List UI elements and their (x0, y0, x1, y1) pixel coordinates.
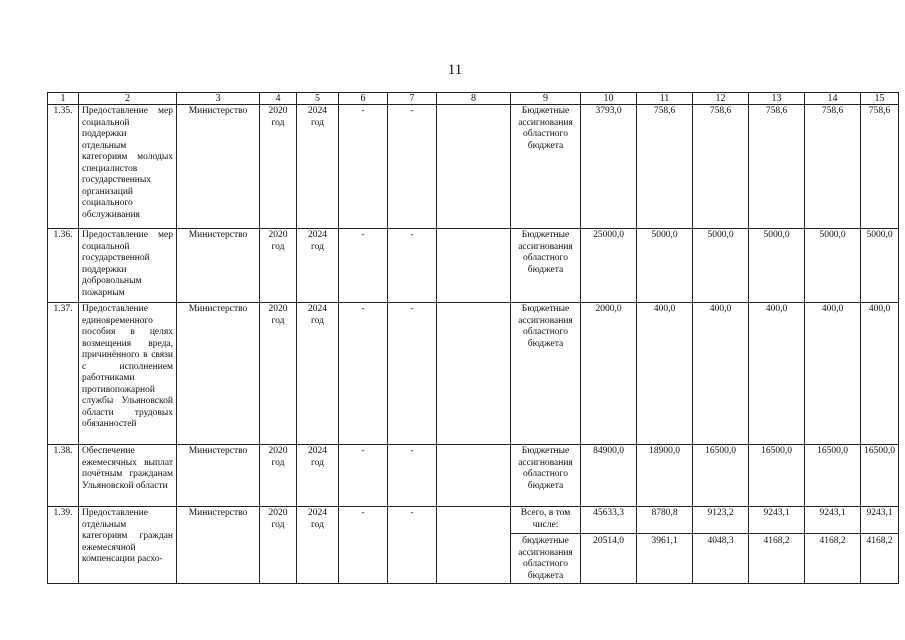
sub-value: 4168,2 (805, 533, 860, 548)
col-8-cell (437, 303, 511, 445)
end-year (297, 229, 339, 303)
start-year (260, 445, 297, 507)
funding-source (511, 507, 581, 584)
year-unit: год (271, 241, 285, 252)
value-cell: 400,0 (861, 303, 899, 445)
responsible-agency: Министерство (177, 105, 260, 229)
value-cell: 5000,0 (637, 229, 693, 303)
value-cell: 3793,0 (581, 105, 637, 229)
sub-value: 4168,2 (749, 533, 804, 548)
value-cell: 5000,0 (749, 229, 805, 303)
sub-value: 4168,2 (861, 533, 898, 548)
year-value: 2024 (308, 230, 327, 240)
measure-name: Предоставление отдельным категориям граждан ежемесячной компенсации расхо- (79, 507, 177, 584)
col-8-cell (437, 229, 511, 303)
column-header-row (48, 93, 899, 105)
col-7-cell: - (388, 105, 437, 229)
col-header: 10 (581, 93, 637, 105)
year-value: 2024 (308, 106, 327, 116)
total-value: 9123,2 (707, 508, 734, 518)
value-cell: 758,6 (693, 105, 749, 229)
measure-name: Обеспечение ежемесячных выплат почётным гражданам Ульяновской области (79, 445, 177, 507)
table-row (48, 445, 899, 507)
end-year (297, 303, 339, 445)
row-number: 1.38. (48, 445, 79, 507)
value-cell (693, 507, 749, 584)
total-value: 9243,1 (819, 508, 846, 518)
total-value: 8780,8 (651, 508, 678, 518)
year-unit: год (271, 117, 285, 128)
responsible-agency: Министерство (177, 303, 260, 445)
responsible-agency: Министерство (177, 445, 260, 507)
responsible-agency: Министерство (177, 507, 260, 584)
end-year (297, 445, 339, 507)
budget-table (47, 92, 899, 584)
table-row (48, 105, 899, 229)
value-cell: 16500,0 (693, 445, 749, 507)
year-value: 2024 (308, 304, 327, 314)
value-cell: 2000,0 (581, 303, 637, 445)
col-header: 5 (297, 93, 339, 105)
row-number: 1.39. (48, 507, 79, 584)
measure-name: Предоставление единовременного пособия в целях возмещения вреда, причинённого в связи с исполнением работниками противопожарной службы Ульяновской области трудовых обязанностей (79, 303, 177, 445)
col-header: 9 (511, 93, 581, 105)
funding-total-label: Всего, в том числе: (520, 508, 571, 530)
col-6-cell: - (339, 303, 388, 445)
value-cell: 400,0 (637, 303, 693, 445)
year-unit: год (271, 457, 285, 468)
total-value: 9243,1 (866, 508, 893, 518)
sub-value: 3961,1 (637, 533, 692, 548)
col-header: 6 (339, 93, 388, 105)
value-cell: 5000,0 (693, 229, 749, 303)
table-row (48, 507, 899, 584)
end-year (297, 105, 339, 229)
col-header: 12 (693, 93, 749, 105)
year-unit: год (271, 519, 285, 530)
value-cell: 25000,0 (581, 229, 637, 303)
value-cell: 400,0 (693, 303, 749, 445)
funding-source: Бюджетные ассигнования областного бюджета (511, 303, 581, 445)
year-unit: год (311, 457, 324, 468)
col-header: 15 (861, 93, 899, 105)
col-8-cell (437, 507, 511, 584)
year-unit: год (311, 117, 324, 128)
year-unit: год (271, 315, 285, 326)
start-year (260, 507, 297, 584)
col-header: 1 (48, 93, 79, 105)
value-cell: 18900,0 (637, 445, 693, 507)
col-8-cell (437, 105, 511, 229)
year-unit: год (311, 241, 324, 252)
responsible-agency: Министерство (177, 229, 260, 303)
col-header: 14 (805, 93, 861, 105)
col-7-cell: - (388, 445, 437, 507)
col-8-cell (437, 445, 511, 507)
value-cell (581, 507, 637, 584)
year-value: 2020 (268, 304, 288, 314)
year-value: 2020 (268, 230, 288, 240)
measure-name: Предоставление мер социальной государственной поддержки добровольным пожарным (79, 229, 177, 303)
value-cell (637, 507, 693, 584)
col-6-cell: - (339, 507, 388, 584)
year-unit: год (311, 315, 324, 326)
funding-source: Бюджетные ассигнования областного бюджета (511, 445, 581, 507)
total-value: 9243,1 (763, 508, 790, 518)
measure-name: Предоставление мер социальной поддержки отдельным категориям молодых специалистов государственных организаций социального обслуживания (79, 105, 177, 229)
col-7-cell: - (388, 507, 437, 584)
value-cell: 758,6 (805, 105, 861, 229)
value-cell: 16500,0 (805, 445, 861, 507)
value-cell: 758,6 (861, 105, 899, 229)
value-cell: 400,0 (805, 303, 861, 445)
col-header: 2 (79, 93, 177, 105)
year-unit: год (311, 519, 324, 530)
value-cell (805, 507, 861, 584)
year-value: 2024 (308, 446, 327, 456)
table-row (48, 229, 899, 303)
col-header: 3 (177, 93, 260, 105)
row-number: 1.37. (48, 303, 79, 445)
value-cell (749, 507, 805, 584)
col-header: 7 (388, 93, 437, 105)
value-cell: 400,0 (749, 303, 805, 445)
row-number: 1.35. (48, 105, 79, 229)
start-year (260, 229, 297, 303)
col-6-cell: - (339, 229, 388, 303)
value-cell (861, 507, 899, 584)
value-cell: 758,6 (637, 105, 693, 229)
col-header: 11 (637, 93, 693, 105)
col-7-cell: - (388, 303, 437, 445)
end-year (297, 507, 339, 584)
year-value: 2020 (268, 106, 288, 116)
sub-value: 20514,0 (581, 533, 636, 548)
start-year (260, 105, 297, 229)
table-row (48, 303, 899, 445)
value-cell: 84900,0 (581, 445, 637, 507)
col-6-cell: - (339, 445, 388, 507)
value-cell: 758,6 (749, 105, 805, 229)
funding-source: Бюджетные ассигнования областного бюджета (511, 229, 581, 303)
funding-source: Бюджетные ассигнования областного бюджета (511, 105, 581, 229)
sub-value: 4048,3 (693, 533, 748, 548)
col-header: 4 (260, 93, 297, 105)
value-cell: 5000,0 (805, 229, 861, 303)
year-value: 2024 (308, 508, 327, 518)
row-number: 1.36. (48, 229, 79, 303)
value-cell: 16500,0 (749, 445, 805, 507)
year-value: 2020 (268, 446, 288, 456)
value-cell: 5000,0 (861, 229, 899, 303)
col-6-cell: - (339, 105, 388, 229)
col-7-cell: - (388, 229, 437, 303)
page-number: 11 (447, 62, 463, 78)
year-value: 2020 (268, 508, 288, 518)
col-header: 13 (749, 93, 805, 105)
col-header: 8 (437, 93, 511, 105)
value-cell: 16500,0 (861, 445, 899, 507)
start-year (260, 303, 297, 445)
total-value: 45633,3 (593, 508, 624, 518)
funding-subsource: бюджетные ассигнования областного бюджета (511, 533, 580, 582)
